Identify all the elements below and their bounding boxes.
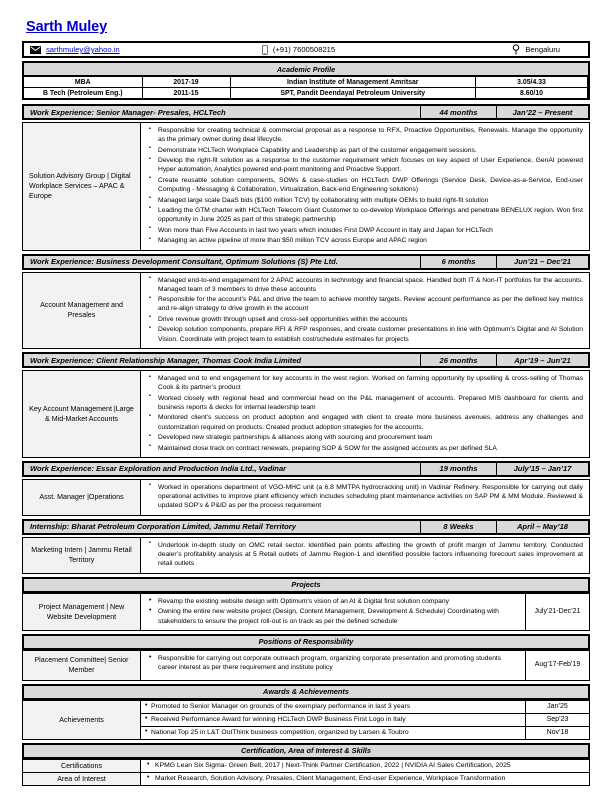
location-pin-icon (512, 44, 520, 55)
awards-label: Achievements (23, 701, 141, 739)
envelope-icon (30, 46, 41, 54)
awards-body (22, 700, 590, 740)
list-item: ▪ Maintained close track on contract renewals, preparing SOP & SOW for the assigned accounts as per defined SLA (154, 444, 583, 453)
experience-bullets (141, 273, 589, 349)
internship-title: Internship: Bharat Petroleum Corporation Limited, Jammu Retail Territory (30, 522, 296, 532)
skill-label: Certifications (23, 760, 141, 772)
experience-body (22, 479, 590, 516)
skill-label: Area of Interest (23, 773, 141, 785)
list-item: ▪ Worked closely with regional head and commercial head on the P&L management of accounts. Prepared MIS dashboard for clients and business reports & decks for internal leadership team (154, 394, 583, 413)
internship-header (22, 519, 590, 535)
bullet-list (145, 126, 583, 245)
list-item: ▪ Demonstrate HCLTech Workplace Capability and Leadership as part of the customer engagement sessions. (154, 146, 583, 155)
table-row (23, 773, 589, 785)
project-dates: July’21-Dec’21 (525, 594, 589, 630)
award-text: • National Top 25 in L&T OutThink business competition, organized by Larsen & Toubro (141, 727, 525, 739)
experience-bullets (141, 123, 589, 250)
position-role: Placement Committee| Senior Member (23, 651, 141, 680)
list-item: ▪ Responsible for creating technical & commercial proposal as a response to RFX, Proactive Opportunities, Renewals. Manage the opportunity as the primary owner during deal lifecycle. (154, 126, 583, 145)
institute-cell: SPT, Pandit Deendayal Petroleum University (230, 88, 476, 99)
degree-cell: MBA (24, 77, 142, 88)
projects-heading: Projects (22, 577, 590, 593)
table-row (141, 714, 589, 727)
positions-heading: Positions of Responsibility (22, 634, 590, 650)
experience-bullets (141, 371, 589, 457)
awards-rows (141, 701, 589, 739)
list-item: ▪ Drive revenue growth through upsell and cross-sell opportunities within the accounts (154, 315, 583, 324)
list-item: • Responsible for carrying out corporate outreach program, organizing corporate presentation and promoting students career interest as per there requirement and institute policy (154, 654, 519, 673)
bullet-list (145, 276, 583, 344)
academic-profile-section (22, 61, 590, 100)
experience-bullets (141, 480, 589, 515)
location-text: Bengaluru (525, 45, 560, 54)
experience-dates: July’15 – Jan’17 (496, 463, 588, 475)
experience-dates: Jun’21 – Dec’21 (496, 256, 588, 268)
award-date: Nov’18 (525, 727, 589, 739)
experience-role: Account Management and Presales (23, 273, 141, 349)
project-role: Project Management | New Website Development (23, 594, 141, 630)
experience-dates: Jan’22 – Present (496, 106, 588, 118)
experience-body (22, 122, 590, 251)
table-row (23, 760, 589, 773)
contact-phone (262, 45, 450, 55)
award-text: • Promoted to Senior Manager on grounds of the exemplary performance in last 3 years (141, 701, 525, 713)
project-bullets (141, 594, 525, 630)
phone-number-text: (+91) 7600508215 (272, 45, 336, 54)
experience-title: Work Experience: Client Relationship Manager, Thomas Cook India Limited (30, 355, 302, 365)
list-item: • Revamp the existing website design with Optimum’s vision of an AI & Digital first solution company (154, 597, 519, 606)
list-item: ▪ Leading the GTM charter with HCLTech Telecom Giant Customer to co-develop Workplace Offerings and penetrate BENELUX region. Won first opportunity in June 2025 as part of this strategic partnership (154, 206, 583, 225)
list-item: ▪ Managed end-to-end engagement for 2 APAC accounts in technology and financial space. Handled both IT & Non-IT portfolios for the accounts. Managed team of 3 members to drive these accounts (154, 276, 583, 295)
position-dates: Aug’17-Feb’19 (525, 651, 589, 680)
list-item: ▪ Won more than Five Accounts in last two years which includes First DWP Account in Italy and Japan for HCLTech (154, 226, 583, 235)
experience-title: Work Experience: Business Development Consultant, Optimum Solutions (S) Pte Ltd. (30, 257, 338, 266)
experience-dates: Apr’19 – Jun’21 (496, 354, 588, 366)
experience-header (22, 461, 590, 477)
position-bullets (141, 651, 525, 680)
list-item: ▪ Develop the right-fit solution as a response to the customer requirement which focuses on key aspect of User Experience, GenAI powered Hyper automation, Analytics powered end-point monitoring and Proactive Support. (154, 156, 583, 175)
table-row (141, 701, 589, 714)
internship-body (22, 537, 590, 574)
positions-body (22, 650, 590, 681)
experience-duration: 6 months (420, 256, 496, 268)
experience-header (22, 352, 590, 368)
contact-location (450, 44, 582, 55)
projects-body (22, 593, 590, 631)
experience-duration: 26 months (420, 354, 496, 366)
table-row (24, 88, 588, 99)
experience-header (22, 104, 590, 120)
score-cell: 8.60/10 (476, 88, 588, 99)
awards-heading: Awards & Achievements (22, 684, 590, 700)
bullet-list (145, 483, 583, 511)
list-item: ▪ Responsible for the account’s P&L and drive the team to achieve monthly targets. Review account performance as per the defined key metrics and re-align strategy to drive growth in the account (154, 295, 583, 314)
list-item: ▪ Undertook in-depth study on OMC retail sector. Identified pain points affecting the growth of profit margin of Jammu territory. Conducted dealer’s profitability analysis at 5 Retail outlets of Jammu Region-1 and identified possible factors influencing forecourt sales improvement at retail outlets (154, 541, 583, 569)
list-item: ▪ Managed end to end engagement for key accounts in the west region. Worked on farming opportunity by upselling & cross-selling of Thomas Cook & its partner’s product (154, 374, 583, 393)
academic-table (24, 76, 588, 98)
internship-bullets (141, 538, 589, 573)
degree-cell: B Tech (Petroleum Eng.) (24, 88, 142, 99)
skills-body (22, 759, 590, 786)
page-title: Sarth Muley (26, 19, 108, 35)
contact-email[interactable] (30, 45, 262, 54)
internship-dates: April – May’18 (496, 521, 588, 533)
award-date: Jan’25 (525, 701, 589, 713)
bullet-list (145, 374, 583, 453)
experience-duration: 44 months (420, 106, 496, 118)
table-row (24, 77, 588, 88)
internship-duration: 8 Weeks (420, 521, 496, 533)
experience-body (22, 272, 590, 350)
score-cell: 3.05/4.33 (476, 77, 588, 88)
list-item: ▪ Worked in operations department of VGO-MHC unit (a 6.8 MMTPA hydrocracking unit) in Vadinar Refinery. Responsible for carrying out daily operational activities to improve plant efficiency which includes scheduling plant maintenance activities on SAP PM & MM Module. Reviewed & updated SOP’s & P&ID as per the process requirement (154, 483, 583, 511)
bullet-list (145, 541, 583, 569)
award-text: • Received Performance Award for winning HCLTech DWP Business First Logo in Italy (141, 714, 525, 726)
experience-duration: 19 months (420, 463, 496, 475)
list-item: ▪ Developed new strategic partnerships & alliances along with sourcing and procurement team (154, 433, 583, 442)
list-item: ▪ Managing an active pipeline of more than $50 million TCV across Europe and APAC region (154, 236, 583, 245)
list-item: ▪ Monitored client’s success on product adoption and engaged with client to create more business avenues, address any challenges and customization required on products. Created product adoption strategies for the accounts. (154, 413, 583, 432)
skill-value: • KPMG Lean Six Sigma- Green Belt, 2017 | Next-Think Partner Certification, 2022 | NVIDIA AI Sales Certification, 2025 (141, 760, 589, 772)
experience-title: Work Experience: Senior Manager- Presales, HCLTech (30, 107, 226, 117)
table-row (141, 727, 589, 739)
internship-role: Marketing Intern | Jammu Retail Territory (23, 538, 141, 573)
bullet-list (145, 654, 519, 673)
skill-value: • Market Research, Solution Advisory, Presales, Client Management, End-user Experience, Workplace Transformation (141, 773, 589, 785)
experience-body (22, 370, 590, 458)
contact-bar (22, 41, 590, 58)
years-cell: 2017-19 (142, 77, 230, 88)
experience-role: Key Account Management |Large & Mid-Market Accounts (23, 371, 141, 457)
bullet-list (145, 597, 519, 626)
experience-header (22, 254, 590, 270)
list-item: • Owning the entire new website project (Design, Content Management, Development & Schedule) Coordinating with stakeholders to ensure the project roll-out is on track as per the defined schedule (154, 607, 519, 626)
experience-role: Asst. Manager |Operations (23, 480, 141, 515)
years-cell: 2011-15 (142, 88, 230, 99)
award-date: Sep’23 (525, 714, 589, 726)
mobile-phone-icon (262, 45, 268, 55)
institute-cell: Indian Institute of Management Amritsar (230, 77, 476, 88)
list-item: ▪ Develop solution components, prepare RFI & RFP responses, and create customer presentations in line with Optimum’s Digital and AI Solution Vision. Coordinate with project team to establish cost/schedule estimates for projects (154, 325, 583, 344)
list-item: ▪ Managed large scale DaaS bids ($100 million TCV) by collaborating with multiple OEMs to build right-fit solution (154, 196, 583, 205)
experience-title: Work Experience: Essar Exploration and Production India Ltd., Vadinar (30, 464, 287, 474)
skills-heading: Certification, Area of Interest & Skills (22, 743, 590, 759)
experience-role: Solution Advisory Group | Digital Workplace Services – APAC & Europe (23, 123, 141, 250)
email-link-text[interactable]: sarthmuley@yahoo.in (46, 45, 120, 54)
academic-profile-heading: Academic Profile (24, 63, 588, 76)
list-item: ▪ Create reusable solution components, SOWs & case-studies on HCLTech DWP Offerings (Service Desk, Device-as-a-Service, End-user Computing - Messaging & Collaboration, Virtualization, Back-end Engineering solutions) (154, 176, 583, 195)
